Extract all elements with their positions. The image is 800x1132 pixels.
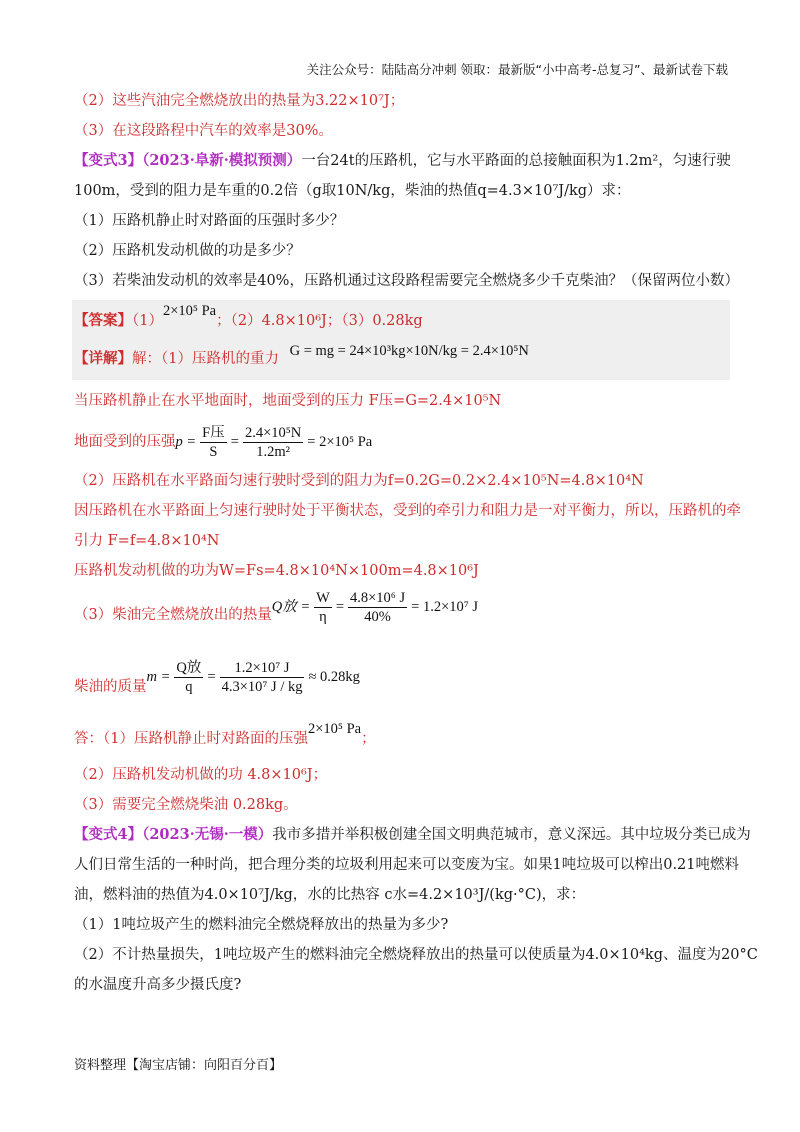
- eq-p-lhs: p =: [175, 434, 197, 450]
- variant3-stem-1: [74, 150, 730, 172]
- page-header: 关注公众号：陆陆高分冲刺 领取：最新版“小中高考-总复习”、最新试卷下载: [306, 62, 728, 77]
- detail-pressure-line: [74, 420, 730, 464]
- equation-pressure: p = $\frac{\text{F压}}{S}$ = $\frac{\text{2.4×10⁵N}}{\text{1.2m²}}$ = 2×10⁵ Pa: [175, 425, 373, 461]
- final-answer-value: 2×10⁵ Pa: [307, 721, 362, 737]
- frac-q-1-den: η: [319, 609, 327, 626]
- detail-friction: （2）压路机在水平路面匀速行驶时受到的阻力为f=0.2G=0.2×2.4×10⁵N=4.8×10⁴N: [74, 473, 644, 489]
- variant4-question-1: （1）1吨垃圾产生的燃料油完全燃烧释放出的热量为多少?: [74, 917, 449, 933]
- variant4-stem-1: [74, 824, 751, 846]
- detail-balance-2: 引力 F=f=4.8×10⁴N: [74, 533, 220, 549]
- detail-intro: 解：（1）压路机的重力: [132, 351, 279, 367]
- frac-p-2-den: 1.2m²: [256, 444, 290, 461]
- frac-m-2-den: 4.3×10⁷ J / kg: [221, 679, 303, 696]
- detail-press-force: 当压路机静止在水平地面时，地面受到的压力 F压=G=2.4×10⁵N: [74, 393, 502, 409]
- detail-heat-line: [74, 592, 730, 638]
- pressure-label: 地面受到的压强: [74, 434, 176, 450]
- equation-weight: G = mg = 24×10³kg×10N/kg = 2.4×10⁵N: [289, 343, 529, 359]
- frac-m-1-num: Q放: [176, 660, 202, 677]
- frac-m-2: [220, 659, 305, 696]
- variant4-source: （2023·无锡·一模）: [142, 826, 273, 843]
- frac-p-1: [200, 424, 227, 461]
- variant4-stem-2: 人们日常生活的一种时尚，把合理分类的垃圾利用起来可以变废为宝。如果1吨垃圾可以榨出0.21吨燃料: [74, 857, 740, 873]
- answer-part2: ；（2）4.8×10⁶J；（3）0.28kg: [216, 313, 423, 329]
- answer-part1-label: （1）: [132, 313, 163, 329]
- final-answer-1: [74, 722, 730, 756]
- eq-q-lhs: Q放 =: [271, 599, 311, 615]
- final-answer-2: （2）压路机发动机做的功 4.8×10⁶J；: [74, 767, 328, 783]
- answer-box: [72, 300, 730, 380]
- detail-balance-1: 因压路机在水平路面上匀速行驶时处于平衡状态，受到的牵引力和阻力是一对平衡力，所以，压路机的牵: [74, 503, 741, 519]
- frac-q-2: [348, 589, 407, 626]
- detail-intro-line: [74, 342, 726, 376]
- equation-heat: Q放 = $\frac{W}{\eta}$ = $\frac{\text{4.8×10⁶ J}}{40\%}$ = 1.2×10⁷ J: [271, 590, 479, 626]
- variant3-question-1: （1）压路机静止时对路面的压强时多少？: [74, 213, 345, 229]
- frac-p-1-num: F压: [202, 425, 225, 442]
- variant4-stem-3: 油，燃料油的热值为4.0×10⁷J/kg，水的比热容 c水=4.2×10³J/(kg·°C)，求：: [74, 887, 586, 903]
- frac-p-2: [243, 424, 303, 461]
- variant3-question-2: （2）压路机发动机做的功是多少？: [74, 243, 301, 259]
- frac-q-1: [314, 589, 332, 626]
- heat-label: （3）柴油完全燃烧放出的热量: [74, 607, 272, 623]
- detail-tag: 【详解】: [74, 350, 132, 367]
- equation-mass: m = $\frac{\text{Q放}}{q}$ = $\frac{\text{1.2×10⁷ J}}{\text{4.3×10⁷ J / kg}}$ ≈ 0.28kg: [146, 660, 360, 696]
- frac-m-1: [174, 659, 203, 696]
- final-answer-prefix: 答：（1）压路机静止时对路面的压强: [74, 731, 308, 747]
- prev-answer-2: （2）这些汽油完全燃烧放出的热量为3.22×10⁷J；: [74, 93, 405, 109]
- eq-p-result: = 2×10⁵ Pa: [307, 434, 373, 450]
- answer-tag: 【答案】: [74, 312, 132, 329]
- variant3-stem-2: 100m，受到的阻力是车重的0.2倍（g取10N/kg，柴油的热值q=4.3×10⁷J/kg）求：: [74, 183, 631, 199]
- page-footer: 资料整理【淘宝店铺：向阳百分百】: [74, 1058, 283, 1073]
- variant4-stem-text: 我市多措并举积极创建全国文明典范城市，意义深远。其中垃圾分类已成为: [272, 827, 751, 843]
- answer-line: [74, 303, 726, 336]
- frac-m-1-den: q: [185, 679, 193, 696]
- frac-q-2-num: 4.8×10⁶ J: [350, 590, 406, 607]
- answer-part1-value: 2×10⁵ Pa: [162, 303, 217, 319]
- final-answer-3: （3）需要完全燃烧柴油 0.28kg。: [74, 797, 298, 813]
- frac-p-1-den: S: [209, 444, 218, 461]
- frac-m-2-num: 1.2×10⁷ J: [220, 659, 305, 678]
- variant3-tag: 【变式3】: [74, 152, 143, 169]
- variant4-question-2b: 的水温度升高多少摄氏度?: [74, 977, 242, 993]
- eq-q-result: = 1.2×10⁷ J: [411, 599, 479, 615]
- detail-work: 压路机发动机做的功为W=Fs=4.8×10⁴N×100m=4.8×10⁶J: [74, 563, 479, 579]
- final-answer-suffix: ；: [361, 731, 376, 747]
- document-body: [74, 90, 758, 996]
- eq-m-result: ≈ 0.28kg: [308, 669, 360, 685]
- frac-p-2-num: 2.4×10⁵N: [244, 425, 302, 442]
- detail-mass-line: [74, 654, 730, 700]
- eq-m-lhs: m =: [146, 669, 171, 685]
- variant3-question-3: （3）若柴油发动机的效率是40%，压路机通过这段路程需要完全燃烧多少千克柴油？（保留两位小数）: [74, 273, 739, 289]
- mass-label: 柴油的质量: [74, 679, 147, 695]
- variant4-question-2a: （2）不计热量损失，1吨垃圾产生的燃料油完全燃烧释放出的热量可以使质量为4.0×10⁴kg、温度为20°C: [74, 947, 758, 963]
- frac-q-2-den: 40%: [364, 609, 391, 626]
- frac-q-1-num: W: [316, 590, 330, 607]
- variant3-source: （2023·阜新·模拟预测）: [142, 152, 302, 169]
- variant4-tag: 【变式4】: [74, 826, 143, 843]
- prev-answer-3: （3）在这段路程中汽车的效率是30%。: [74, 123, 333, 139]
- variant3-stem-text: 一台24t的压路机，它与水平路面的总接触面积为1.2m²，匀速行驶: [301, 153, 731, 169]
